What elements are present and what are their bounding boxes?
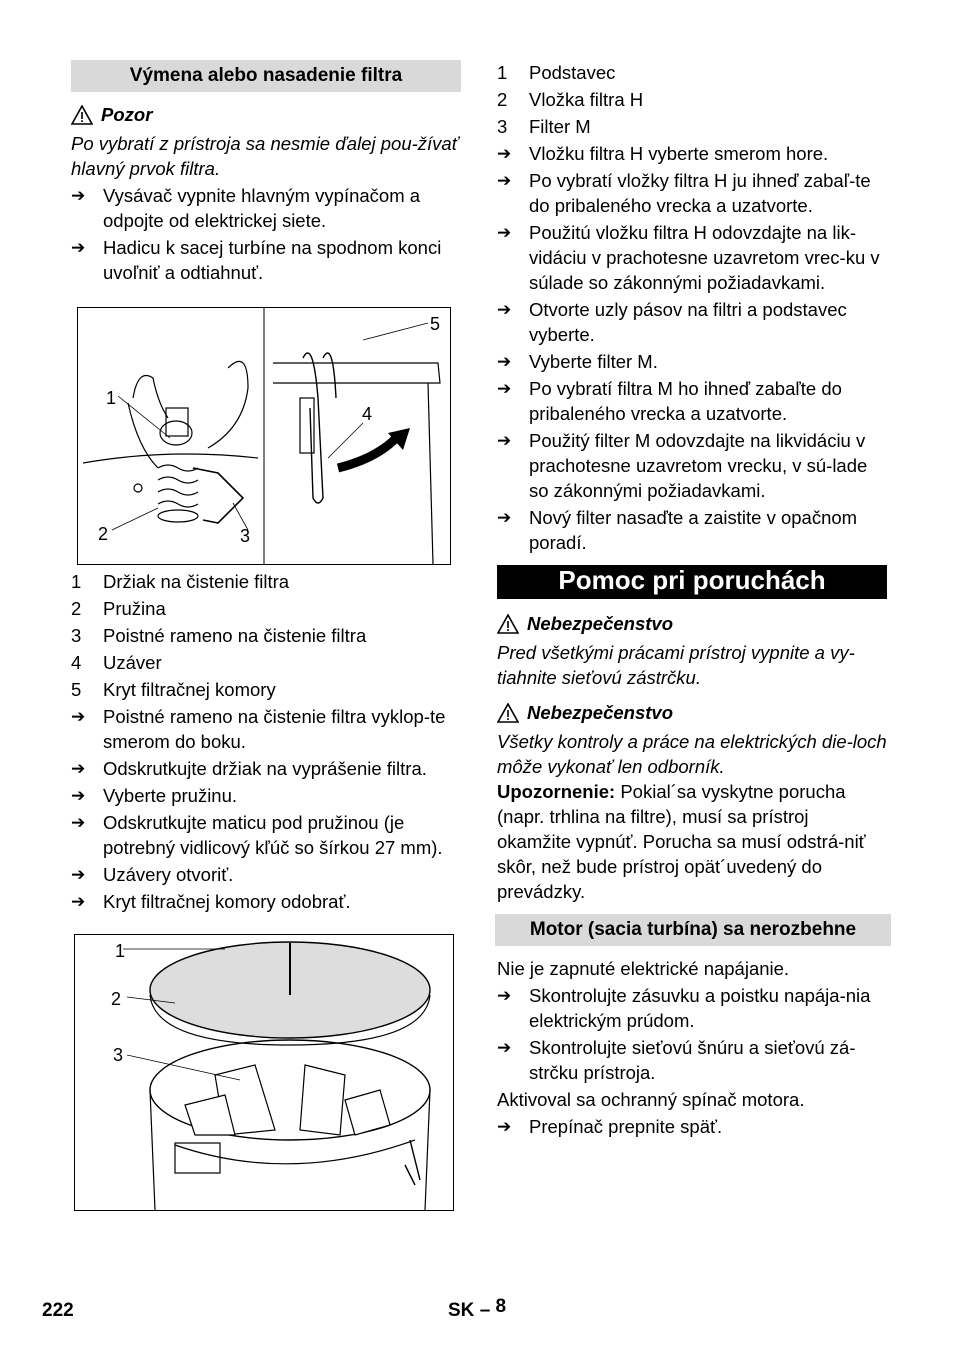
step: ➔ Poistné rameno na čistenie filtra vyklop-te smerom do boku. — [71, 706, 446, 752]
footer-dash: – — [479, 1300, 491, 1321]
arrow-icon: ➔ — [71, 759, 86, 778]
left-column — [71, 60, 461, 1211]
callout-2: 2 — [111, 989, 122, 1009]
legend-item: 2 Vložka filtra H — [497, 89, 644, 110]
step: ➔ Vysávač vypnite hlavným vypínačom a odpojte od elektrickej siete. — [71, 185, 421, 231]
step: ➔ Skontrolujte zásuvku a poistku napája-nia elektrickým prúdom. — [497, 985, 871, 1031]
danger-text: Pred všetkými prácami prístroj vypnite a vy-tiahnite sieťovú zástrčku. — [497, 642, 855, 688]
right-column — [497, 58, 887, 1139]
step: ➔ Vyberte filter M. — [497, 351, 658, 372]
step: ➔ Použitý filter M odovzdajte na likvidáciu v prachotesne uzavretom vrecku, v sú-lade so zákonnými požiadavkami. — [497, 430, 868, 501]
callout-3: 3 — [113, 1045, 124, 1065]
warning-text: Po vybratí z prístroja sa nesmie ďalej pou-žívať hlavný prvok filtra. — [71, 133, 459, 179]
legend-1 — [71, 569, 461, 702]
arrow-icon: ➔ — [497, 171, 512, 190]
step: ➔ Použitú vložku filtra H odovzdajte na lik-vidáciu v prachotesne uzavretom vrec-ku v súlade so zákonnými požiadavkami. — [497, 222, 880, 293]
step: ➔ Odskrutkujte maticu pod pružinou (je potrebný vidlicový kľúč so šírkou 27 mm). — [71, 812, 443, 858]
arrow-icon: ➔ — [497, 379, 512, 398]
step: ➔ Skontrolujte sieťovú šnúru a sieťovú zá-strčku prístroja. — [497, 1037, 856, 1083]
arrow-icon: ➔ — [497, 144, 512, 163]
step: ➔ Po vybratí vložky filtra H ju ihneď zabaľ-te do pribaleného vrecka a uzatvorte. — [497, 170, 871, 216]
callout-1: 1 — [106, 388, 117, 408]
condition: Aktivoval sa ochranný spínač motora. — [497, 1089, 805, 1110]
note-text: Pokial´sa vyskytne porucha (napr. trhlina na filtre), musí sa prístroj okamžite vypnúť. Porucha sa musí odstrá-niť skôr, než bude prístroj opät´uvedený do prevádzky. — [497, 781, 866, 902]
callout-4: 4 — [362, 404, 373, 424]
legend-item: 5 Kryt filtračnej komory — [71, 679, 276, 700]
callout-1: 1 — [115, 941, 126, 961]
filter-holder-illustration — [78, 308, 450, 564]
legend-item: 1 Držiak na čistenie filtra — [71, 571, 290, 592]
arrow-icon: ➔ — [497, 352, 512, 371]
legend-item: 3 Poistné rameno na čistenie filtra — [71, 625, 367, 646]
arrow-icon: ➔ — [497, 986, 512, 1005]
warning-triangle-icon — [71, 105, 93, 125]
page-number: 222 — [42, 1300, 74, 1321]
step: ➔ Otvorte uzly pásov na filtri a podstavec vyberte. — [497, 299, 847, 345]
step: ➔ Po vybratí filtra M ho ihneď zabaľte do pribaleného vrecka a uzatvorte. — [497, 378, 842, 424]
callout-2: 2 — [98, 524, 109, 544]
lang-code: SK — [448, 1300, 475, 1321]
callout-5: 5 — [430, 314, 441, 334]
legend-2 — [497, 60, 887, 139]
danger-label: Nebezpečenstvo — [527, 702, 673, 723]
danger-heading — [497, 611, 887, 636]
legend-item: 2 Pružina — [71, 598, 166, 619]
arrow-icon: ➔ — [497, 1038, 512, 1057]
arrow-icon: ➔ — [71, 238, 86, 257]
arrow-icon: ➔ — [497, 508, 512, 527]
legend-item: 4 Uzáver — [71, 652, 162, 673]
note-label: Upozornenie: — [497, 781, 616, 802]
filter-insert-illustration — [75, 935, 453, 1210]
danger-label: Nebezpečenstvo — [527, 613, 673, 634]
arrow-icon: ➔ — [71, 186, 86, 205]
step: ➔ Nový filter nasaďte a zaistite v opačnom poradí. — [497, 507, 858, 553]
section-title: Výmena alebo nasadenie filtra — [71, 60, 461, 92]
callout-3: 3 — [240, 526, 251, 546]
main-title: Pomoc pri poruchách — [497, 565, 887, 599]
legend-item: 3 Filter M — [497, 116, 591, 137]
step: ➔ Prepínač prepnite späť. — [497, 1116, 723, 1137]
step: ➔ Vyberte pružinu. — [71, 785, 238, 806]
arrow-icon: ➔ — [71, 813, 86, 832]
arrow-icon: ➔ — [71, 865, 86, 884]
figure-filter-insert — [74, 934, 454, 1211]
arrow-icon: ➔ — [71, 892, 86, 911]
danger-text: Všetky kontroly a práce na elektrických die-loch môže vykonať len odborník. — [497, 731, 887, 777]
warning-triangle-icon — [497, 614, 519, 634]
arrow-icon: ➔ — [71, 707, 86, 726]
warning-label: Pozor — [101, 104, 153, 125]
step: ➔ Odskrutkujte držiak na vyprášenie filtra. — [71, 758, 427, 779]
arrow-icon: ➔ — [497, 1117, 512, 1136]
note — [497, 779, 887, 904]
condition: Nie je zapnuté elektrické napájanie. — [497, 958, 790, 979]
step: ➔ Kryt filtračnej komory odobrať. — [71, 891, 351, 912]
step: ➔ Hadicu k sacej turbíne na spodnom konci uvoľniť a odtiahnuť. — [71, 237, 442, 283]
arrow-icon: ➔ — [497, 300, 512, 319]
subsection-title: Motor (sacia turbína) sa nerozbehne — [495, 914, 891, 946]
arrow-icon: ➔ — [497, 223, 512, 242]
danger-heading — [497, 700, 887, 725]
legend-item: 1 Podstavec — [497, 62, 616, 83]
step: ➔ Uzávery otvoriť. — [71, 864, 234, 885]
warning-triangle-icon — [497, 703, 519, 723]
figure-filter-holder — [77, 307, 451, 565]
footer-sub: 8 — [495, 1296, 507, 1317]
warning-heading — [71, 102, 461, 127]
footer-lang — [448, 1298, 506, 1323]
step: ➔ Vložku filtra H vyberte smerom hore. — [497, 143, 829, 164]
arrow-icon: ➔ — [497, 431, 512, 450]
arrow-icon: ➔ — [71, 786, 86, 805]
